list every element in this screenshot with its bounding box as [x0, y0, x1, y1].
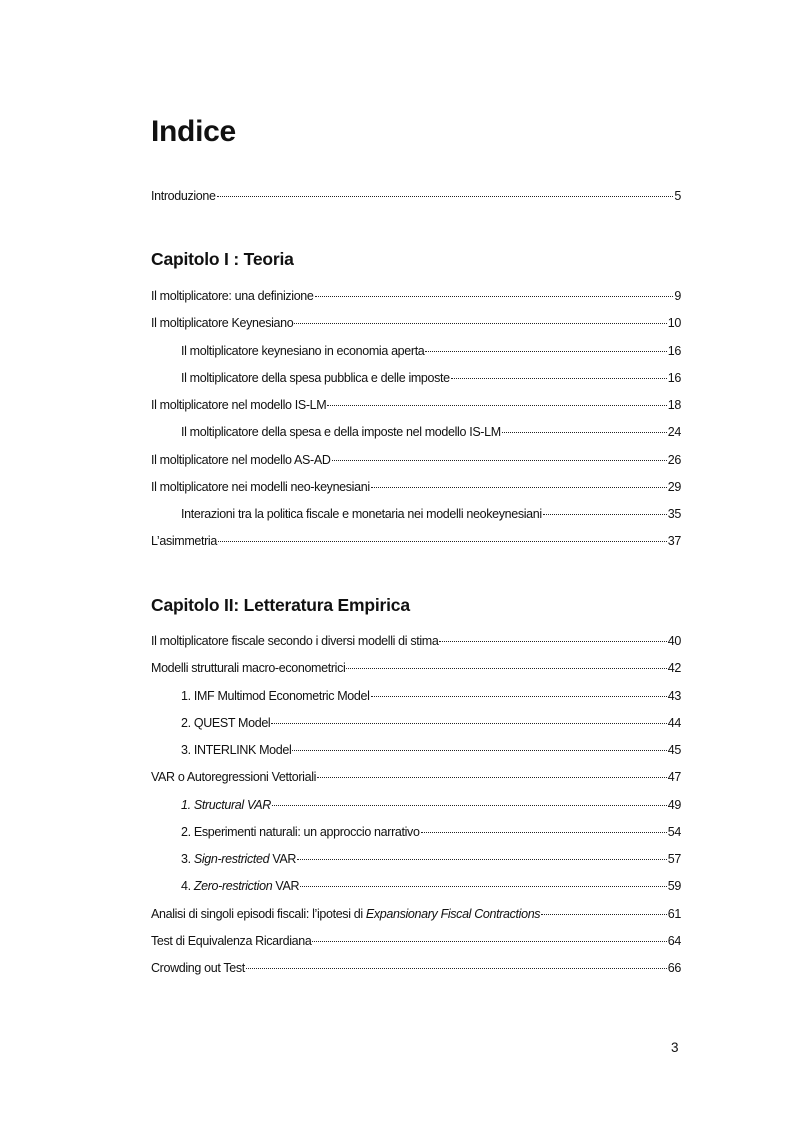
dot-leader [371, 696, 667, 697]
toc-subentry[interactable] [181, 713, 681, 733]
toc-entry-label: VAR o Autoregressioni Vettoriali [151, 770, 317, 784]
toc-entry[interactable] [151, 313, 681, 333]
toc-entry[interactable] [151, 477, 681, 497]
toc-entry[interactable] [151, 904, 681, 924]
toc-entry[interactable] [151, 658, 681, 678]
toc-entry-label: Modelli strutturali macro-econometrici [151, 661, 346, 675]
toc-entry-page: 66 [667, 961, 681, 975]
toc-entry-label-italic: Sign-restricted [193, 852, 270, 866]
toc-entry-label: Test di Equivalenza Ricardiana [151, 934, 312, 948]
toc-entry-page: 61 [667, 907, 681, 921]
dot-leader [315, 296, 674, 297]
dot-leader [217, 196, 674, 197]
toc-entry-label: 2. QUEST Model [181, 716, 271, 730]
toc-subentry[interactable] [181, 341, 681, 361]
chapter-heading: Capitolo I : Teoria [151, 249, 294, 269]
toc-entry[interactable] [151, 767, 681, 787]
toc-entry-page: 57 [667, 852, 681, 866]
toc-entry-page: 35 [667, 507, 681, 521]
toc-entry-page: 40 [667, 634, 681, 648]
toc-entry-label: Il moltiplicatore della spesa pubblica e delle imposte [181, 371, 450, 385]
toc-subentry[interactable] [181, 795, 681, 815]
dot-leader [439, 641, 666, 642]
dot-leader [297, 859, 667, 860]
toc-entry-label-italic: 1. Structural VAR [181, 798, 271, 812]
toc-entry-label-post: VAR [272, 879, 300, 893]
toc-entry-label [181, 795, 271, 815]
toc-subentry[interactable] [181, 876, 681, 896]
dot-leader [272, 805, 667, 806]
toc-entry[interactable] [151, 931, 681, 951]
toc-entry[interactable] [151, 450, 681, 470]
toc-entry-page: 10 [667, 316, 681, 330]
toc-entry-label-pre: 4. [181, 879, 194, 893]
dot-leader [346, 668, 666, 669]
toc-entry-label: Il moltiplicatore nel modello AS-AD [151, 453, 331, 467]
toc-entry-introduzione[interactable] [151, 186, 681, 206]
toc-entry-page: 45 [667, 743, 681, 757]
toc-entry-label: Il moltiplicatore della spesa e della imposte nel modello IS-LM [181, 425, 501, 439]
toc-entry-page: 49 [667, 798, 681, 812]
toc-entry-label: Il moltiplicatore keynesiano in economia aperta [181, 344, 425, 358]
dot-leader [451, 378, 667, 379]
toc-entry-label-italic: Expansionary Fiscal Contractions [365, 907, 541, 921]
toc-subentry[interactable] [181, 504, 681, 524]
chapter-heading: Capitolo II: Letteratura Empirica [151, 595, 410, 615]
toc-entry-label: Il moltiplicatore nei modelli neo-keynesiani [151, 480, 370, 494]
toc-entry-label: 3. INTERLINK Model [181, 743, 292, 757]
toc-entry-label-post: VAR [269, 852, 297, 866]
toc-entry-label: Crowding out Test [151, 961, 245, 975]
toc-entry-page: 42 [667, 661, 681, 675]
toc-entry-page: 37 [667, 534, 681, 548]
toc-entry-label: Il moltiplicatore: una definizione [151, 289, 314, 303]
toc-entry-page: 43 [667, 689, 681, 703]
toc-entry-label [181, 849, 296, 869]
page-title: Indice [151, 115, 236, 148]
toc-entry-label: Il moltiplicatore nel modello IS-LM [151, 398, 327, 412]
toc-entry-page: 59 [667, 879, 681, 893]
toc-subentry[interactable] [181, 422, 681, 442]
toc-entry[interactable] [151, 631, 681, 651]
dot-leader [294, 323, 666, 324]
toc-subentry[interactable] [181, 368, 681, 388]
toc-subentry[interactable] [181, 849, 681, 869]
toc-entry-label [181, 876, 299, 896]
toc-entry-page: 64 [667, 934, 681, 948]
dot-leader [271, 723, 666, 724]
dot-leader [543, 514, 667, 515]
toc-entry-label: L’asimmetria [151, 534, 217, 548]
toc-entry-page: 26 [667, 453, 681, 467]
toc-entry[interactable] [151, 395, 681, 415]
dot-leader [425, 351, 666, 352]
toc-entry[interactable] [151, 286, 681, 306]
toc-entry-page: 18 [667, 398, 681, 412]
toc-subentry[interactable] [181, 822, 681, 842]
toc-entry-label: 2. Esperimenti naturali: un approccio narrativo [181, 825, 420, 839]
toc-entry-label: Interazioni tra la politica fiscale e monetaria nei modelli neokeynesiani [181, 507, 542, 521]
dot-leader [246, 968, 667, 969]
toc-entry-label-pre: Analisi di singoli episodi fiscali: l’ipotesi di [151, 907, 366, 921]
toc-entry-page: 24 [667, 425, 681, 439]
toc-entry-label-pre: 3. [181, 852, 194, 866]
dot-leader [327, 405, 666, 406]
toc-entry-label: Introduzione [151, 189, 216, 203]
dot-leader [371, 487, 667, 488]
dot-leader [292, 750, 666, 751]
dot-leader [317, 777, 667, 778]
toc-entry-page: 5 [674, 189, 681, 203]
toc-entry-page: 9 [674, 289, 681, 303]
dot-leader [421, 832, 667, 833]
toc-entry[interactable] [151, 958, 681, 978]
toc-entry-page: 16 [667, 344, 681, 358]
toc-subentry[interactable] [181, 686, 681, 706]
toc-entry-page: 44 [667, 716, 681, 730]
page-number: 3 [671, 1040, 679, 1055]
toc-entry-page: 54 [667, 825, 681, 839]
toc-entry-page: 47 [667, 770, 681, 784]
toc-entry-page: 29 [667, 480, 681, 494]
dot-leader [502, 432, 667, 433]
toc-subentry[interactable] [181, 740, 681, 760]
dot-leader [218, 541, 667, 542]
toc-entry-label: Il moltiplicatore fiscale secondo i diversi modelli di stima [151, 634, 439, 648]
toc-entry-label: Il moltiplicatore Keynesiano [151, 316, 294, 330]
dot-leader [541, 914, 667, 915]
toc-entry-page: 16 [667, 371, 681, 385]
toc-entry-label: 1. IMF Multimod Econometric Model [181, 689, 370, 703]
dot-leader [300, 886, 667, 887]
dot-leader [312, 941, 666, 942]
toc-entry-label-italic: Zero-restriction [193, 879, 273, 893]
toc-entry[interactable] [151, 531, 681, 551]
dot-leader [332, 460, 667, 461]
toc-entry-label [151, 904, 540, 924]
